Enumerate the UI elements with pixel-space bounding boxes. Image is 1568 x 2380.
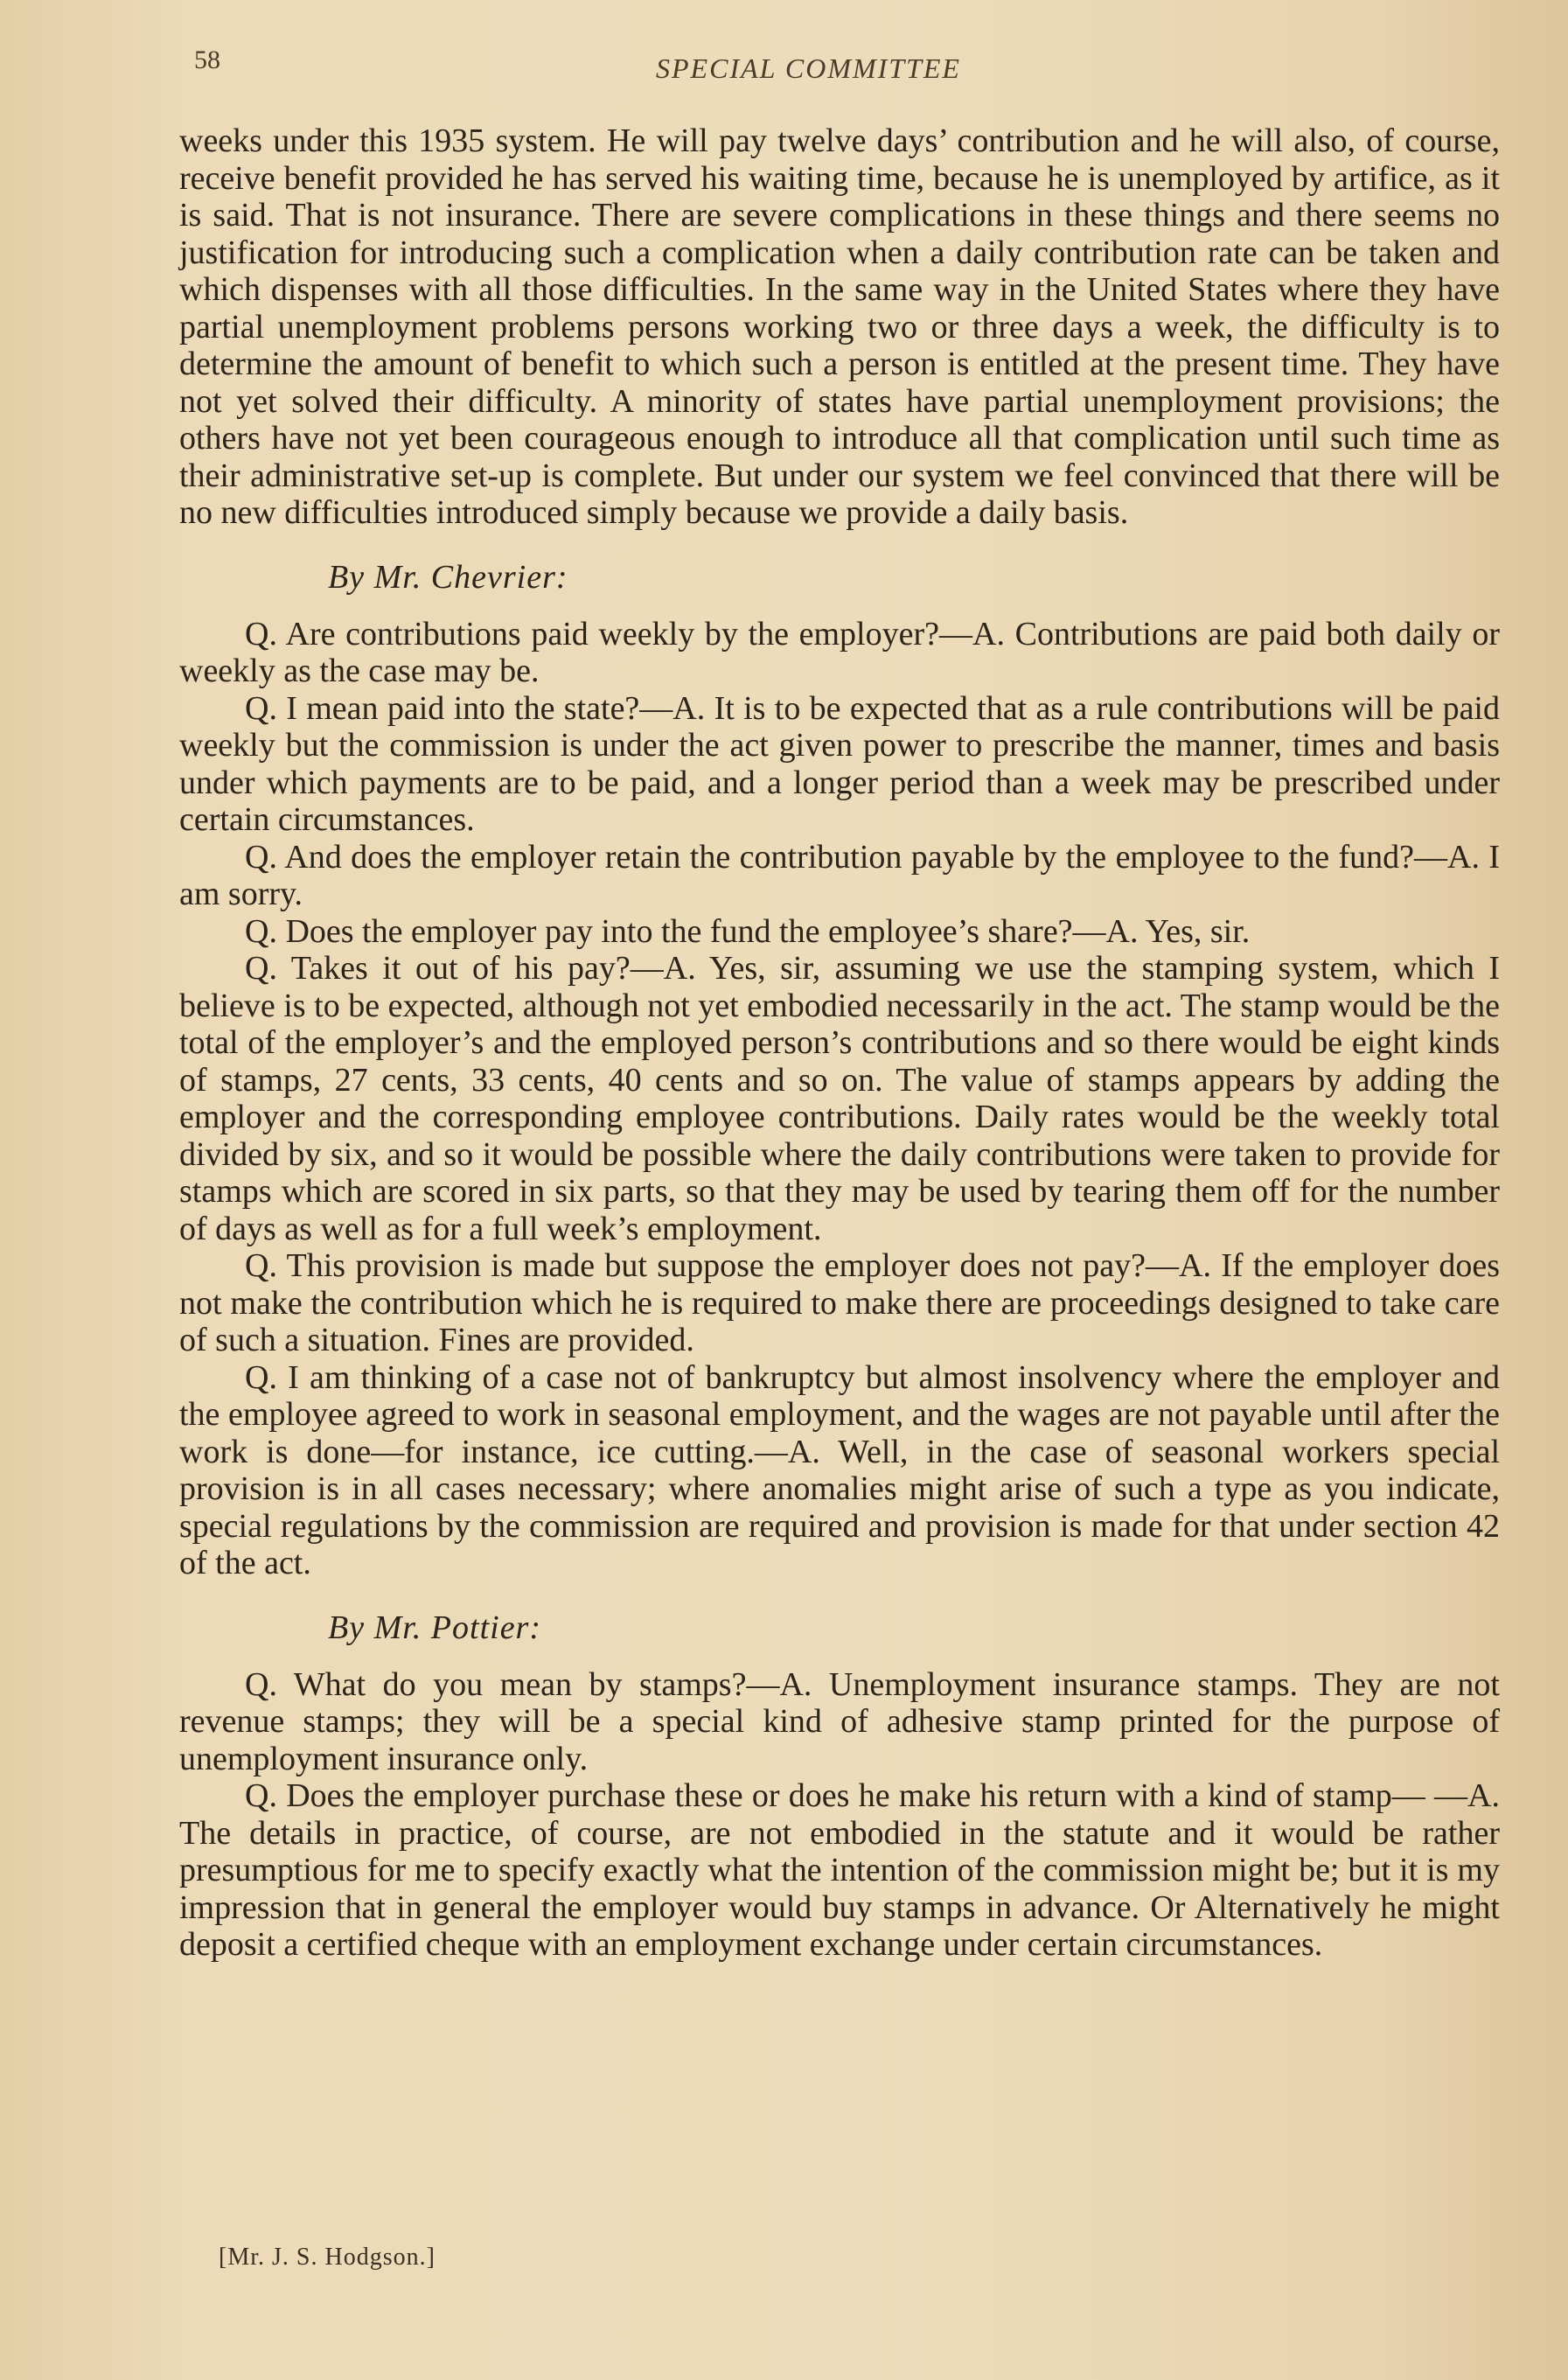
question-answer: Q. And does the employer retain the contribution payable by the employee to the fund?—A. I am sorry.: [179, 838, 1500, 912]
question-answer: Q. Are contributions paid weekly by the employer?—A. Contributions are paid both daily or weekly as the case may be.: [179, 615, 1500, 689]
question-answer: Q. What do you mean by stamps?—A. Unemployment insurance stamps. They are not revenue stamps; they will be a special kind of adhesive stamp printed for the purpose of unemployment insurance only.: [179, 1665, 1500, 1777]
question-answer: Q. Does the employer pay into the fund the employee’s share?—A. Yes, sir.: [245, 912, 1251, 950]
speaker-attribution: [Mr. J. S. Hodgson.]: [219, 2244, 436, 2271]
question-answer: Q. This provision is made but suppose the employer does not pay?—A. If the employer does not make the contribution which he is required to make there are proceedings designed to take care of such a situation. Fines are provided.: [179, 1247, 1500, 1358]
question-answer: Q. Does the employer purchase these or does he make his return with a kind of stamp— —A. The details in practice, of course, are not embodied in the statute and it would be rather presumptious for me to specify exactly what the intention of the commission might be; but it is my impression that in general the employer would buy stamps in advance. Or Alternatively he might deposit a certified cheque with an employment exchange under certain circumstances.: [179, 1777, 1500, 1963]
question-answer: Q. Takes it out of his pay?—A. Yes, sir, assuming we use the stamping system, which I believe is to be expected, although not yet embodied necessarily in the act. The stamp would be the total of the employer’s and the employed person’s contributions and so there would be eight kinds of stamps, 27 cents, 33 cents, 40 cents and so on. The value of stamps appears by adding the employer and the corresponding employee contributions. Daily rates would be the weekly total divided by six, and so it would be possible where the daily contributions were taken to provide for stamps which are scored in six parts, so that they may be used by tearing them off for the number of days as well as for a full week’s employment.: [179, 950, 1500, 1247]
question-answer: Q. I am thinking of a case not of bankruptcy but almost insolvency where the employer and the employee agreed to work in seasonal employment, and the wages are not payable until after the work is done—for instance, ice cutting.—A. Well, in the case of seasonal workers special provision is in all cases necessary; where anomalies might arise of such a type as you indicate, special regulations by the commission are required and provision is made for that under section 42 of the act.: [179, 1358, 1500, 1581]
question-answer: Q. I mean paid into the state?—A. It is to be expected that as a rule contributions will be paid weekly but the commission is under the act given power to prescribe the manner, times and basis under which payments are to be paid, and a longer period than a week may be prescribed under certain circumstances.: [179, 689, 1500, 838]
paragraph: weeks under this 1935 system. He will pay twelve days’ contribution and he will also, of course, receive benefit provided he has served his waiting time, because he is unemployed by artifice, as it is said. That is not insurance. There are severe complications in these things and there seems no justification for introducing such a complication when a daily contribution rate can be taken and which dispenses with all those difficulties. In the same way in the United States where they have partial unemployment problems persons working two or three days a week, the difficulty is to determine the amount of benefit to which such a person is entitled at the present time. They have not yet solved their difficulty. A minority of states have partial unemployment provisions; the others have not yet been courageous enough to introduce all that complication until such time as their administrative set-up is complete. But under our system we feel convinced that there will be no new difficulties introduced simply because we provide a daily basis.: [179, 122, 1500, 531]
page-number: 58: [194, 45, 220, 74]
running-head: SPECIAL COMMITTEE: [656, 52, 961, 84]
section-heading-chevrier: By Mr. Chevrier:: [328, 558, 568, 596]
document-body: [179, 122, 1500, 1964]
section-heading-pottier: By Mr. Pottier:: [328, 1609, 542, 1646]
